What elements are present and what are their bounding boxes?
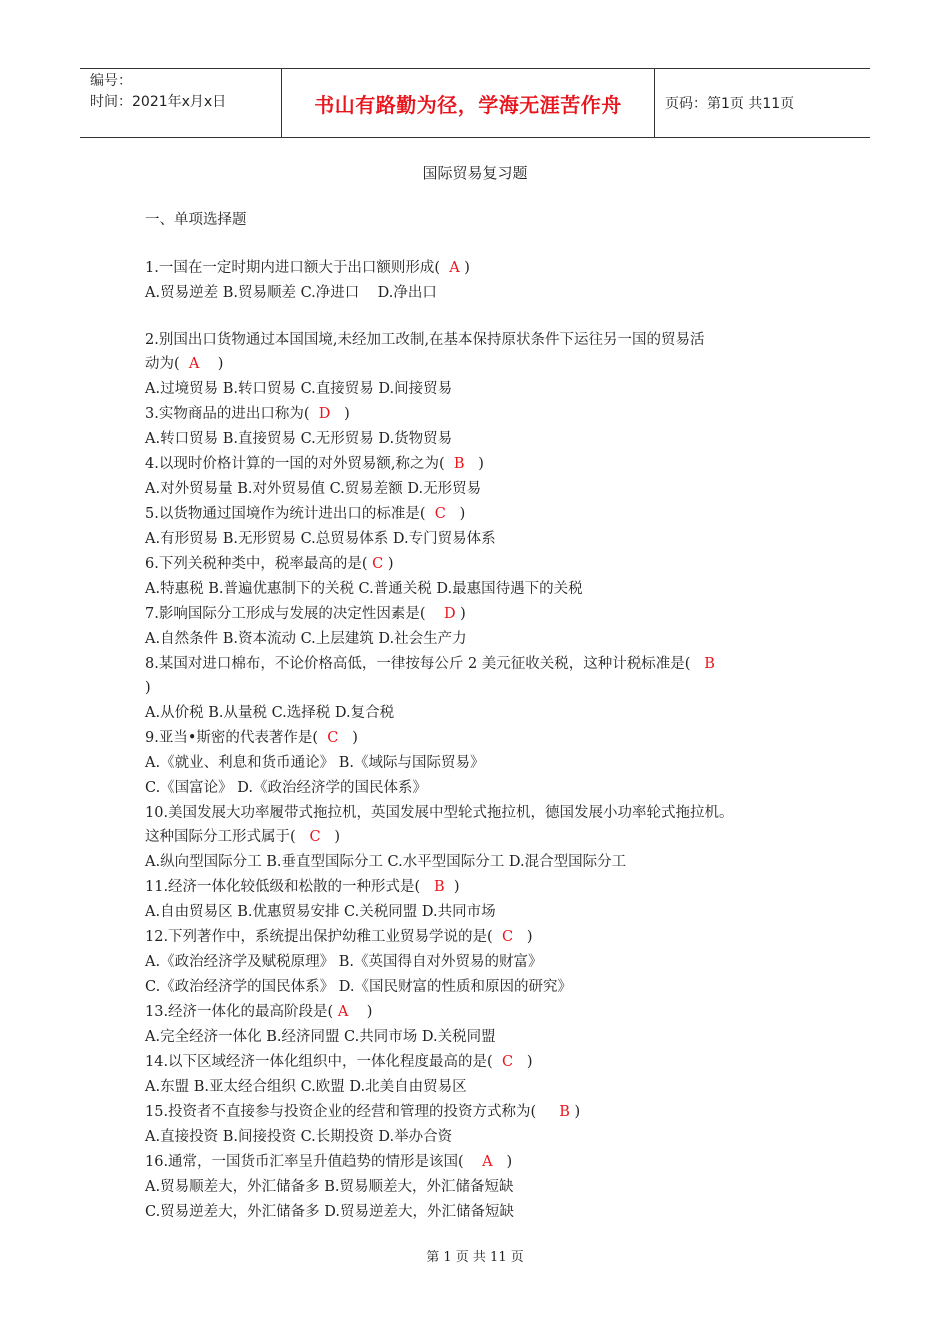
question-line bbox=[145, 678, 151, 698]
line-text-suffix: ) bbox=[492, 1154, 513, 1170]
answer-letter: D bbox=[318, 406, 331, 422]
line-text: A.自然条件 B.资本流动 C.上层建筑 D.社会生产力 bbox=[145, 631, 467, 647]
question-line bbox=[145, 728, 358, 748]
line-text-suffix: ) bbox=[464, 456, 484, 472]
answer-letter: D bbox=[443, 606, 456, 622]
answer-letter: A bbox=[337, 1004, 349, 1020]
question-line bbox=[145, 1102, 580, 1122]
line-text: 这种国际分工形式属于( bbox=[145, 829, 310, 845]
answer-letter: C bbox=[309, 829, 321, 845]
line-text: A.东盟 B.亚太经合组织 C.欧盟 D.北美自由贸易区 bbox=[145, 1079, 467, 1095]
question-line bbox=[145, 1052, 533, 1072]
line-text: A.《政治经济学及赋税原理》 B.《英国得自对外贸易的财富》 bbox=[145, 954, 543, 970]
answer-letter: C bbox=[501, 929, 514, 945]
line-text: 2.别国出口货物通过本国国境,未经加工改制,在基本保持原状条件下运往另一国的贸易活 bbox=[145, 332, 705, 348]
question-line bbox=[145, 479, 481, 499]
document-time-label: 时间：2021年x月x日 bbox=[90, 94, 227, 110]
question-line bbox=[145, 1002, 372, 1022]
question-line bbox=[145, 803, 734, 823]
answer-letter: A bbox=[188, 356, 200, 372]
question-line bbox=[145, 852, 626, 872]
question-line bbox=[145, 1127, 452, 1147]
document-number-label: 编号： bbox=[90, 73, 132, 89]
question-line bbox=[145, 579, 583, 599]
line-text: 4.以现时价格计算的一国的对外贸易额,称之为( bbox=[145, 456, 454, 472]
line-text: A.自由贸易区 B.优惠贸易安排 C.关税同盟 D.共同市场 bbox=[145, 904, 496, 920]
question-line bbox=[145, 529, 496, 549]
question-line bbox=[145, 283, 437, 303]
line-text: 5.以货物通过国境作为统计进出口的标准是( bbox=[145, 506, 435, 522]
line-text: 10.美国发展大功率履带式拖拉机，英国发展中型轮式拖拉机，德国发展小功率轮式拖拉机。 bbox=[145, 805, 734, 821]
question-line bbox=[145, 504, 465, 524]
line-text-suffix: ) bbox=[330, 406, 350, 422]
answer-letter: C bbox=[372, 556, 384, 572]
question-line bbox=[145, 429, 452, 449]
line-text: 13.经济一体化的最高阶段是( bbox=[145, 1004, 338, 1020]
question-line bbox=[145, 977, 572, 997]
question-line bbox=[145, 654, 715, 674]
question-line bbox=[145, 554, 394, 574]
question-line bbox=[145, 258, 470, 278]
line-text-suffix: ) bbox=[348, 1004, 373, 1020]
line-text: A.转口贸易 B.直接贸易 C.无形贸易 D.货物贸易 bbox=[145, 431, 453, 447]
question-line bbox=[145, 330, 705, 350]
line-text: C.《政治经济学的国民体系》 D.《国民财富的性质和原因的研究》 bbox=[145, 979, 573, 995]
question-line bbox=[145, 952, 542, 972]
line-text-suffix: ) bbox=[199, 356, 224, 372]
line-text-suffix: ) bbox=[445, 506, 466, 522]
answer-letter: A bbox=[482, 1154, 493, 1170]
question-line bbox=[145, 877, 460, 897]
question-line bbox=[145, 1202, 514, 1222]
line-text: 6.下列关税种类中，税率最高的是( bbox=[145, 556, 373, 572]
document-title: 国际贸易复习题 bbox=[422, 164, 528, 182]
question-line bbox=[145, 778, 427, 798]
line-text: 16.通常，一国货币汇率呈升值趋势的情形是该国( bbox=[145, 1154, 483, 1170]
question-line bbox=[145, 604, 466, 624]
line-text-suffix: ) bbox=[513, 1054, 533, 1070]
line-text-suffix: ) bbox=[444, 879, 460, 895]
answer-letter: B bbox=[453, 456, 465, 472]
line-text: 7.影响国际分工形成与发展的决定性因素是( bbox=[145, 606, 444, 622]
question-line bbox=[145, 1077, 467, 1097]
question-line bbox=[145, 354, 223, 374]
line-text: 动为( bbox=[145, 356, 189, 372]
line-text: A.《就业、利息和货币通论》 B.《域际与国际贸易》 bbox=[145, 755, 485, 771]
header-page-info: 页码：第1页 共11页 bbox=[665, 96, 795, 112]
line-text: 9.亚当•斯密的代表著作是( bbox=[145, 730, 328, 746]
line-text: A.过境贸易 B.转口贸易 C.直接贸易 D.间接贸易 bbox=[145, 381, 453, 397]
page-footer: 第 1 页 共 11 页 bbox=[426, 1250, 524, 1265]
header-motto: 书山有路勤为径，学海无涯苦作舟 bbox=[282, 69, 655, 137]
line-text: A.有形贸易 B.无形贸易 C.总贸易体系 D.专门贸易体系 bbox=[145, 531, 496, 547]
line-text: 1.一国在一定时期内进口额大于出口额则形成( bbox=[145, 260, 450, 276]
question-line bbox=[145, 927, 533, 947]
answer-letter: C bbox=[327, 730, 339, 746]
line-text: A.从价税 B.从量税 C.选择税 D.复合税 bbox=[145, 705, 395, 721]
answer-letter: B bbox=[704, 656, 715, 672]
line-text: 3.实物商品的进出口称为( bbox=[145, 406, 319, 422]
question-line bbox=[145, 1027, 496, 1047]
line-text-suffix: ) bbox=[320, 829, 341, 845]
line-text-suffix: ) bbox=[513, 929, 533, 945]
answer-letter: B bbox=[559, 1104, 570, 1120]
question-line bbox=[145, 902, 496, 922]
line-text: A.贸易顺差大，外汇储备多 B.贸易顺差大，外汇储备短缺 bbox=[145, 1179, 514, 1195]
line-text: 12.下列著作中，系统提出保护幼稚工业贸易学说的是( bbox=[145, 929, 502, 945]
line-text: A.直接投资 B.间接投资 C.长期投资 D.举办合资 bbox=[145, 1129, 453, 1145]
line-text: A.贸易逆差 B.贸易顺差 C.净进口 D.净出口 bbox=[145, 285, 437, 301]
question-line bbox=[145, 454, 484, 474]
question-line bbox=[145, 1152, 512, 1172]
question-line bbox=[145, 827, 340, 847]
line-text-suffix: ) bbox=[383, 556, 394, 572]
line-text: A.对外贸易量 B.对外贸易值 C.贸易差额 D.无形贸易 bbox=[145, 481, 482, 497]
section-heading: 一、单项选择题 bbox=[145, 212, 247, 228]
header-meta bbox=[80, 69, 282, 137]
question-line bbox=[145, 1177, 513, 1197]
line-text: C.《国富论》 D.《政治经济学的国民体系》 bbox=[145, 780, 428, 796]
question-line bbox=[145, 379, 452, 399]
line-text: A.纵向型国际分工 B.垂直型国际分工 C.水平型国际分工 D.混合型国际分工 bbox=[145, 854, 627, 870]
answer-letter: A bbox=[449, 260, 460, 276]
line-text: A.特惠税 B.普遍优惠制下的关税 C.普通关税 D.最惠国待遇下的关税 bbox=[145, 581, 583, 597]
line-text: A.完全经济一体化 B.经济同盟 C.共同市场 D.关税同盟 bbox=[145, 1029, 496, 1045]
line-text-suffix: ) bbox=[569, 1104, 581, 1120]
question-line bbox=[145, 703, 394, 723]
line-text: C.贸易逆差大，外汇储备多 D.贸易逆差大，外汇储备短缺 bbox=[145, 1204, 515, 1220]
line-text: 14.以下区域经济一体化组织中，一体化程度最高的是( bbox=[145, 1054, 502, 1070]
question-line bbox=[145, 753, 484, 773]
answer-letter: B bbox=[434, 879, 445, 895]
line-text-suffix: ) bbox=[455, 606, 466, 622]
line-text-suffix: ) bbox=[459, 260, 470, 276]
answer-letter: C bbox=[434, 506, 446, 522]
question-line bbox=[145, 404, 350, 424]
line-text-suffix: ) bbox=[338, 730, 358, 746]
line-text: ) bbox=[145, 680, 151, 696]
line-text: 15.投资者不直接参与投资企业的经营和管理的投资方式称为( bbox=[145, 1104, 560, 1120]
line-text: 11.经济一体化较低级和松散的一种形式是( bbox=[145, 879, 435, 895]
answer-letter: C bbox=[501, 1054, 514, 1070]
page-header bbox=[80, 68, 870, 138]
line-text: 8.某国对进口棉布，不论价格高低，一律按每公斤 2 美元征收关税，这种计税标准是( bbox=[145, 656, 705, 672]
question-line bbox=[145, 629, 467, 649]
